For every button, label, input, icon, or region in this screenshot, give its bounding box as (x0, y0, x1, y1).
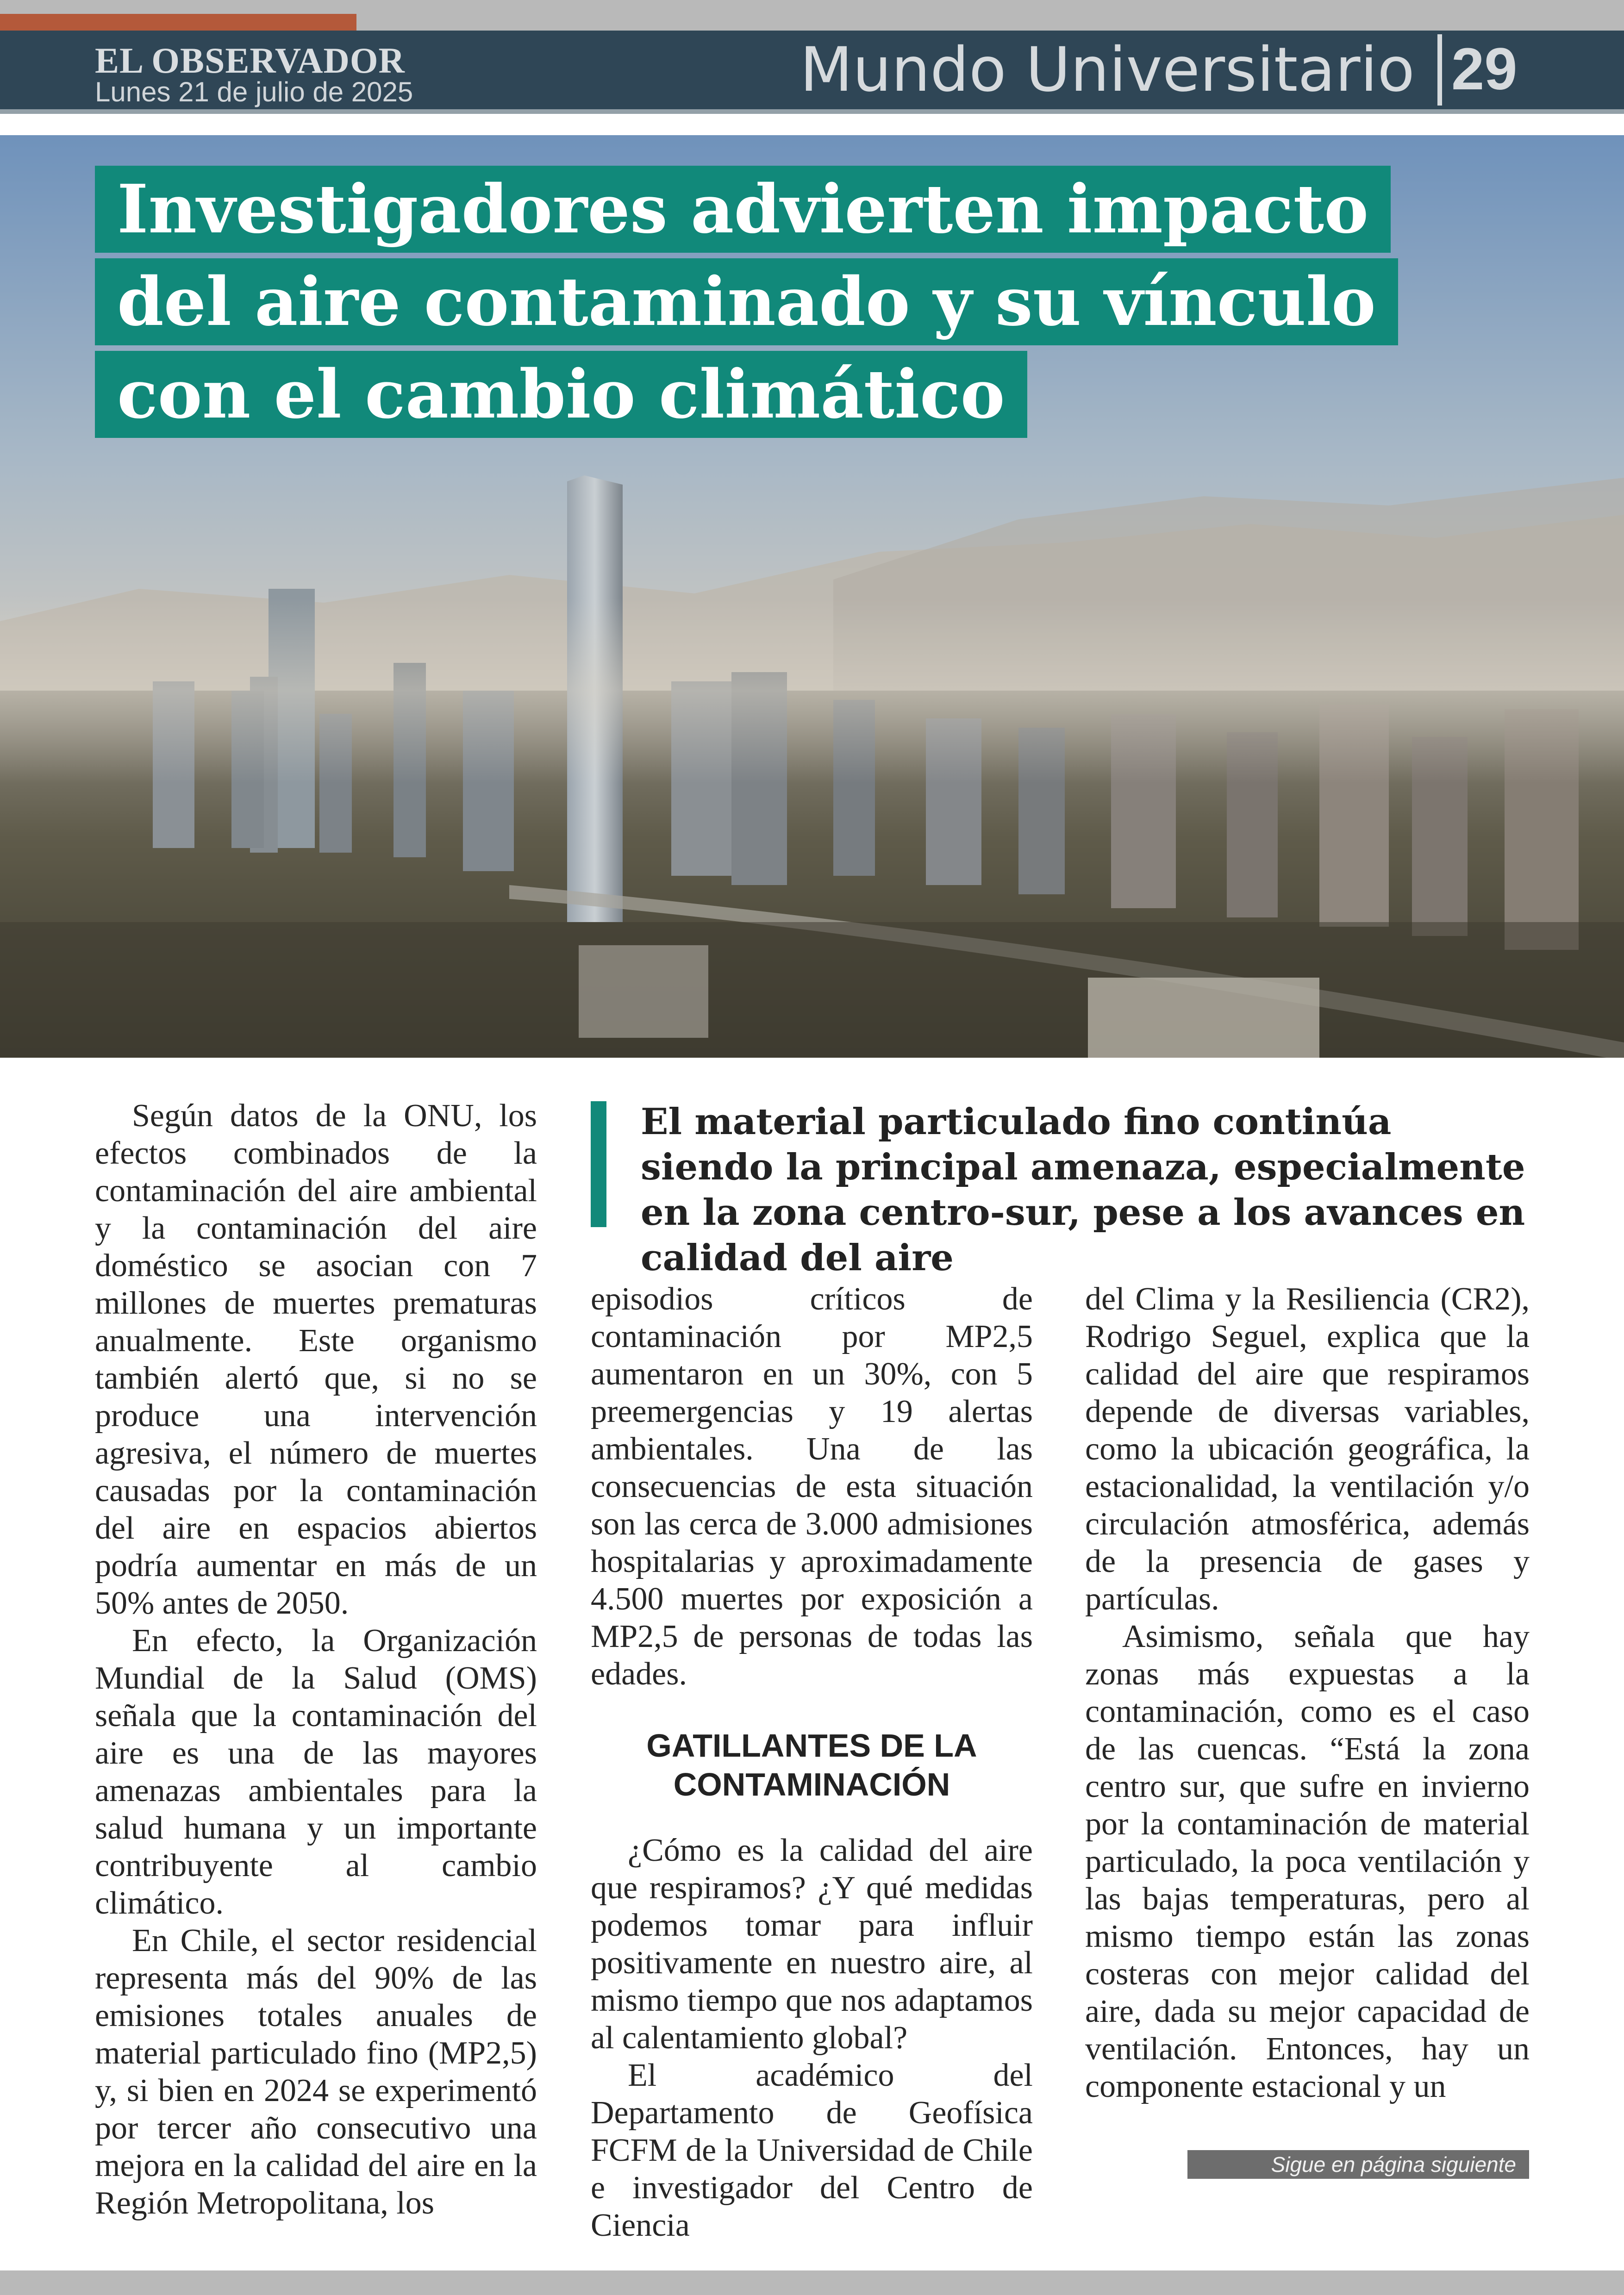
body-paragraph: episodios críticos de contaminación por MP2,5 aumentaron en un 30%, con 5 preemergencias y 19 alertas ambientales. Una de las consecuencias de esta situación son las cerca de 3.000 admisiones hospitalarias y aproximadamente 4.500 muertes por exposición a MP2,5 de personas de todas las edades. (591, 1281, 1033, 1692)
headline (95, 166, 1376, 443)
article-column-3 (1085, 1280, 1530, 2105)
bottom-band (0, 2270, 1624, 2295)
headline-line-3: con el cambio climático (95, 351, 1027, 438)
issue-date: Lunes 21 de julio de 2025 (95, 76, 413, 107)
section-name: Mundo Universitario (800, 34, 1415, 106)
continue-badge: Sigue en página siguiente (1187, 2150, 1529, 2179)
headline-line-1: Investigadores advierten impacto (95, 166, 1391, 253)
newspaper-name: EL OBSERVADOR (95, 40, 405, 81)
page-number: 29 (1451, 36, 1518, 102)
page-header (0, 31, 1624, 114)
body-paragraph: En Chile, el sector residencial representa más del 90% de las emisiones totales anuales de material particulado fino (MP2,5) y, si bien en 2024 se experimentó por tercer año consecutivo una mejora en la calidad del aire en la Región Metropolitana, los (95, 1923, 537, 2221)
body-paragraph: Asimismo, señala que hay zonas más expuestas a la contaminación, como es el caso de las cuencas. “Está la zona centro sur, que sufre en invierno por la contaminación de material particulado, la poca ventilación y las bajas temperaturas, pero al mismo tiempo están las zonas costeras con mejor calidad del aire, dada su mejor capacidad de ventilación. Entonces, hay un componente estacional y un (1085, 1619, 1530, 2104)
section-divider (1437, 34, 1442, 106)
article-column-2 (591, 1280, 1033, 2244)
body-paragraph: ¿Cómo es la calidad del aire que respiramos? ¿Y qué medidas podemos tomar para influir positivamente en nuestro aire, al mismo tiempo que nos adaptamos al calentamiento global? (591, 1833, 1033, 2056)
pull-quote-text: El material particulado fino continúa siendo la principal amenaza, especialmente en la zona centro-sur, pese a los avances en calidad del aire (641, 1101, 1525, 1279)
section-subhead: GATILLANTES DE LA CONTAMINACIÓN (646, 1727, 977, 1802)
headline-line-2: del aire contaminado y su vínculo (95, 258, 1398, 345)
body-paragraph: En efecto, la Organización Mundial de la Salud (OMS) señala que la contaminación del aire es una de las mayores amenazas ambientales para la salud humana y un importante contribuyente al cambio climático. (95, 1623, 537, 1921)
article-column-1 (95, 1097, 537, 2222)
pull-quote-bar (591, 1101, 606, 1227)
body-paragraph: El académico del Departamento de Geofísica FCFM de la Universidad de Chile e investigador del Centro de Ciencia (591, 2058, 1033, 2243)
body-paragraph: Según datos de la ONU, los efectos combinados de la contaminación del aire ambiental y la contaminación del aire doméstico se asocian con 7 millones de muertes prematuras anualmente. Este organismo también alertó que, si no se produce una intervención agresiva, el número de muertes causadas por la contaminación del aire en espacios abiertos podría aumentar en más de un 50% antes de 2050. (95, 1098, 537, 1621)
body-paragraph: del Clima y la Resiliencia (CR2), Rodrigo Seguel, explica que la calidad del aire que respiramos depende de diversas variables, como la ubicación geográfica, la estacionalidad, la ventilación y/o circulación atmosférica, además de la presencia de gases y partículas. (1085, 1281, 1530, 1617)
top-accent-stripe (0, 14, 356, 31)
